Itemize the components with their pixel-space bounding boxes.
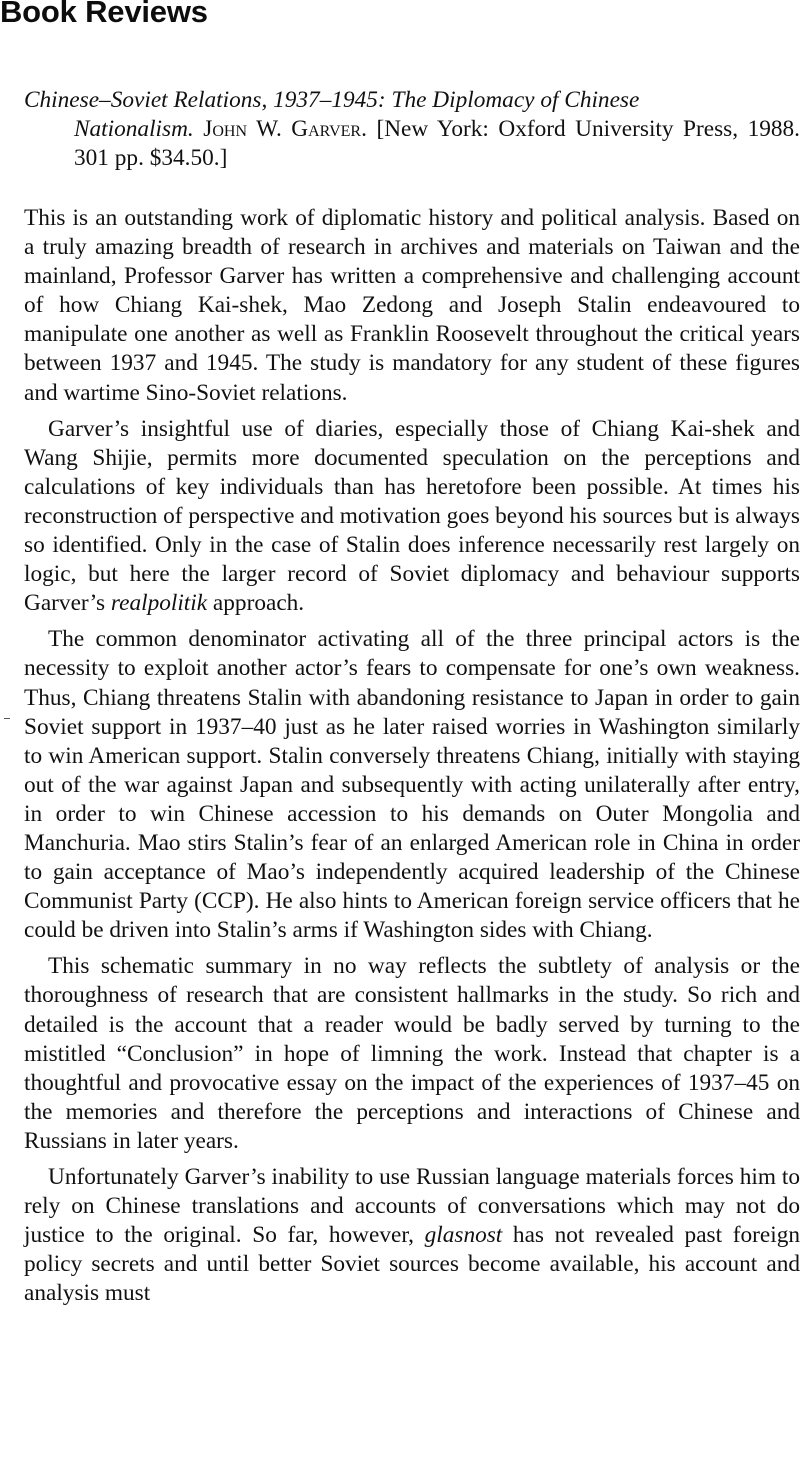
paragraph-text: Garver’s insightful use of diaries, especially those of Chiang Kai-shek and Wang Shijie, permits more documented speculation on the perceptions and calculations of key individuals than has heretofore been possible. At times his reconstruction of perspective and motivation goes beyond his sources but is always so identified. Only in the case of Stalin does inference necessarily rest largely on logic, but here the larger record of Soviet diplomacy and behaviour supports Garver’s (24, 415, 800, 617)
paragraph-text: Unfortunately Garver’s inability to use Russian language materials forces him to rely on Chinese translations and accounts of conversations which may not do justice to the original. So far, however, (24, 1164, 800, 1249)
review-body (24, 204, 800, 1315)
book-title-line2: Nationalism. (74, 116, 194, 142)
review-paragraph-4: This schematic summary in no way reflects the subtlety of analysis or the thoroughness of research that are consistent hallmarks in the study. So rich and detailed is the account that a reader would be badly served by turning to the mistitled “Conclusion” in hope of limning the work. Instead that chapter is a thoughtful and provocative essay on the impact of the experiences of 1937–45 on the memories and therefore the perceptions and interactions of Chinese and Russians in later years. (24, 953, 800, 1154)
citation-continuation (24, 115, 800, 173)
emphasis-term: realpolitik (110, 590, 208, 617)
margin-mark (4, 718, 10, 719)
paragraph-text: approach. (207, 590, 305, 617)
review-paragraph-1: This is an outstanding work of diplomatic history and political analysis. Based on a truly amazing breadth of research in archives and materials on Taiwan and the mainland, Professor Garver has written a comprehensive and challenging account of how Chiang Kai-shek, Mao Zedong and Joseph Stalin endeavoured to manipulate one another as well as Franklin Roosevelt throughout the critical years between 1937 and 1945. The study is mandatory for any student of these figures and wartime Sino-Soviet relations. (24, 205, 800, 406)
paragraph-text: has not revealed past foreign policy secrets and until better Soviet sources become available, his account and analysis must (24, 1222, 800, 1307)
book-citation (24, 86, 800, 173)
review-paragraph-5 (24, 1163, 800, 1308)
review-paragraph-3: The common denominator activating all of the three principal actors is the necessity to exploit another actor’s fears to compensate for one’s own weakness. Thus, Chiang threatens Stalin with abandoning resistance to Japan in order to gain Soviet support in 1937–40 just as he later raised worries in Washington similarly to win American support. Stalin conversely threatens Chiang, initially with staying out of the war against Japan and subsequently with acting unilaterally after entry, in order to win Chinese accession to his demands on Outer Mongolia and Manchuria. Mao stirs Stalin’s fear of an enlarged American role in China in order to gain acceptance of Mao’s independently acquired leadership of the Chinese Communist Party (CCP). He also hints to American foreign service officers that he could be driven into Stalin’s arms if Washington sides with Chiang. (24, 626, 800, 944)
book-publisher: [New York: Oxford University Press, 1988. 301 pp. $34.50.] (74, 116, 800, 171)
section-heading: Book Reviews (0, 0, 208, 29)
review-paragraph-2 (24, 415, 800, 619)
book-author: John W. Garver. (203, 116, 367, 142)
book-title-line1: Chinese–Soviet Relations, 1937–1945: The Diplomacy of Chinese (24, 87, 640, 113)
emphasis-term: glasnost (424, 1222, 503, 1249)
